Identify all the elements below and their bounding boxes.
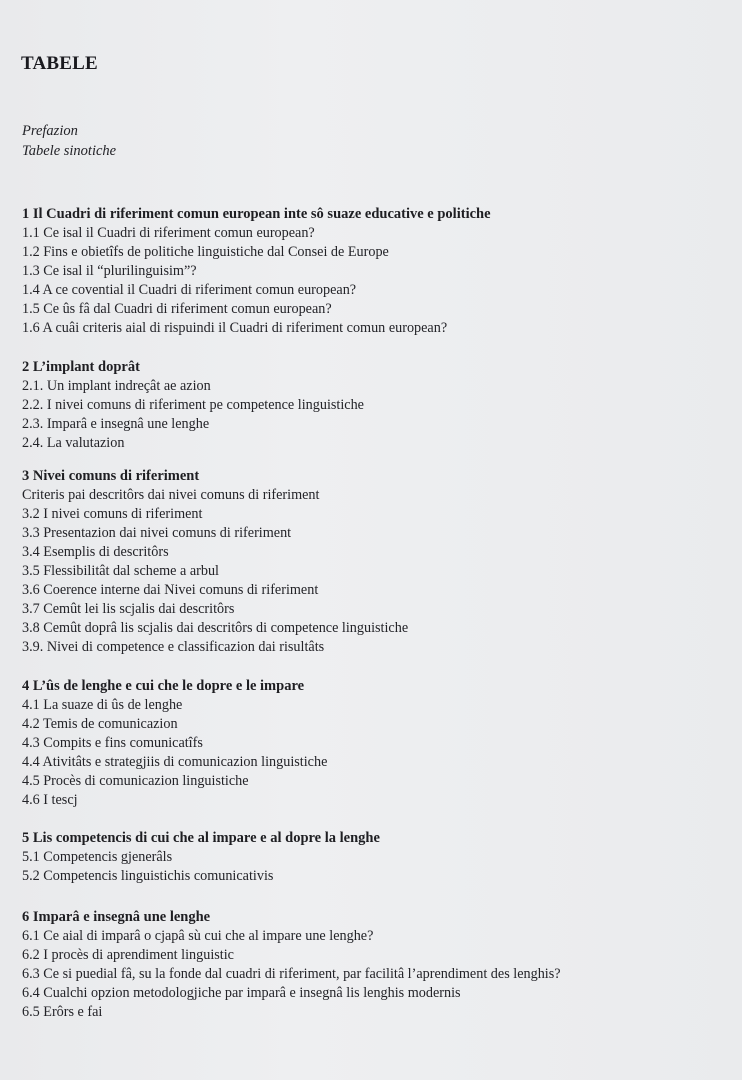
section-4 xyxy=(22,677,732,810)
section-title: 1 Il Cuadri di riferiment comun european inte sô suaze educative e politiche xyxy=(22,206,491,222)
section-3 xyxy=(22,467,732,657)
toc-item: 3.8 Cemût doprâ lis scjalis dai descritôrs di competence linguistiche xyxy=(22,620,409,636)
toc-item: 2.4. La valutazion xyxy=(22,435,125,451)
toc-item: 1.4 A ce covential il Cuadri di riferiment comun european? xyxy=(22,282,357,298)
toc-item: 1.2 Fins e obietîfs de politiche linguistiche dal Consei de Europe xyxy=(22,244,389,260)
toc-item: 3.3 Presentazion dai nivei comuns di riferiment xyxy=(22,525,292,541)
toc-item: 5.1 Competencis gjenerâls xyxy=(22,849,173,865)
toc-item: 5.2 Competencis linguistichis comunicativis xyxy=(22,868,274,884)
toc-item: 4.5 Procès di comunicazion linguistiche xyxy=(22,773,249,789)
section-items xyxy=(22,848,732,886)
section-items xyxy=(22,486,732,657)
toc-item: 6.3 Ce si puedial fâ, su la fonde dal cuadri di riferiment, par facilitâ l’aprendiment des lenghis? xyxy=(22,966,561,982)
toc-item: 4.6 I tescj xyxy=(22,792,78,808)
section-items xyxy=(22,377,732,453)
toc-item: 3.5 Flessibilitât dal scheme a arbul xyxy=(22,563,220,579)
section-title: 3 Nivei comuns di riferiment xyxy=(22,468,200,484)
toc-item: 3.9. Nivei di competence e classificazion dai risultâts xyxy=(22,639,325,655)
section-title: 5 Lis competencis di cui che al impare e al dopre la lenghe xyxy=(22,830,380,846)
toc-item: 1.6 A cuâi criteris aial di rispuindi il Cuadri di riferiment comun european? xyxy=(22,320,448,336)
section-1 xyxy=(22,205,732,338)
page-title: TABELE xyxy=(21,53,98,74)
toc-item: 6.4 Cualchi opzion metodologjiche par imparâ e insegnâ lis lenghis modernis xyxy=(22,985,461,1001)
toc-item: 3.2 I nivei comuns di riferiment xyxy=(22,506,203,522)
toc-item: 3.4 Esemplis di descritôrs xyxy=(22,544,169,560)
toc-item: 6.2 I procès di aprendiment linguistic xyxy=(22,947,234,963)
toc-item: 6.5 Erôrs e fai xyxy=(22,1004,103,1020)
section-title: 4 L’ûs de lenghe e cui che le dopre e le impare xyxy=(22,678,305,694)
toc-item: 4.3 Compits e fins comunicatîfs xyxy=(22,735,203,751)
section-items xyxy=(22,927,732,1022)
section-6 xyxy=(22,908,732,1022)
toc-item: Criteris pai descritôrs dai nivei comuns di riferiment xyxy=(22,487,320,503)
toc-item: 3.6 Coerence interne dai Nivei comuns di riferiment xyxy=(22,582,319,598)
toc-item: 4.4 Ativitâts e strategjiis di comunicazion linguistiche xyxy=(22,754,328,770)
intro-item-tabele-sinotiche: Tabele sinotiche xyxy=(22,143,117,159)
intro-item-prefazion: Prefazion xyxy=(22,123,78,139)
section-items xyxy=(22,696,732,810)
toc-item: 4.1 La suaze di ûs de lenghe xyxy=(22,697,183,713)
section-2 xyxy=(22,358,732,453)
section-title: 2 L’implant doprât xyxy=(22,359,140,375)
section-items xyxy=(22,224,732,338)
toc-item: 2.1. Un implant indreçât ae azion xyxy=(22,378,211,394)
toc-item: 1.5 Ce ûs fâ dal Cuadri di riferiment comun european? xyxy=(22,301,332,317)
toc-item: 4.2 Temis de comunicazion xyxy=(22,716,178,732)
toc-item: 2.2. I nivei comuns di riferiment pe competence linguistiche xyxy=(22,397,364,413)
toc-item: 2.3. Imparâ e insegnâ une lenghe xyxy=(22,416,210,432)
section-title: 6 Imparâ e insegnâ une lenghe xyxy=(22,909,211,925)
toc-item: 6.1 Ce aial di imparâ o cjapâ sù cui che al impare une lenghe? xyxy=(22,928,374,944)
toc-item: 1.3 Ce isal il “plurilinguisim”? xyxy=(22,263,197,279)
section-5 xyxy=(22,829,732,886)
toc-item: 3.7 Cemût lei lis scjalis dai descritôrs xyxy=(22,601,235,617)
toc-item: 1.1 Ce isal il Cuadri di riferiment comun european? xyxy=(22,225,315,241)
intro-block xyxy=(22,121,116,161)
